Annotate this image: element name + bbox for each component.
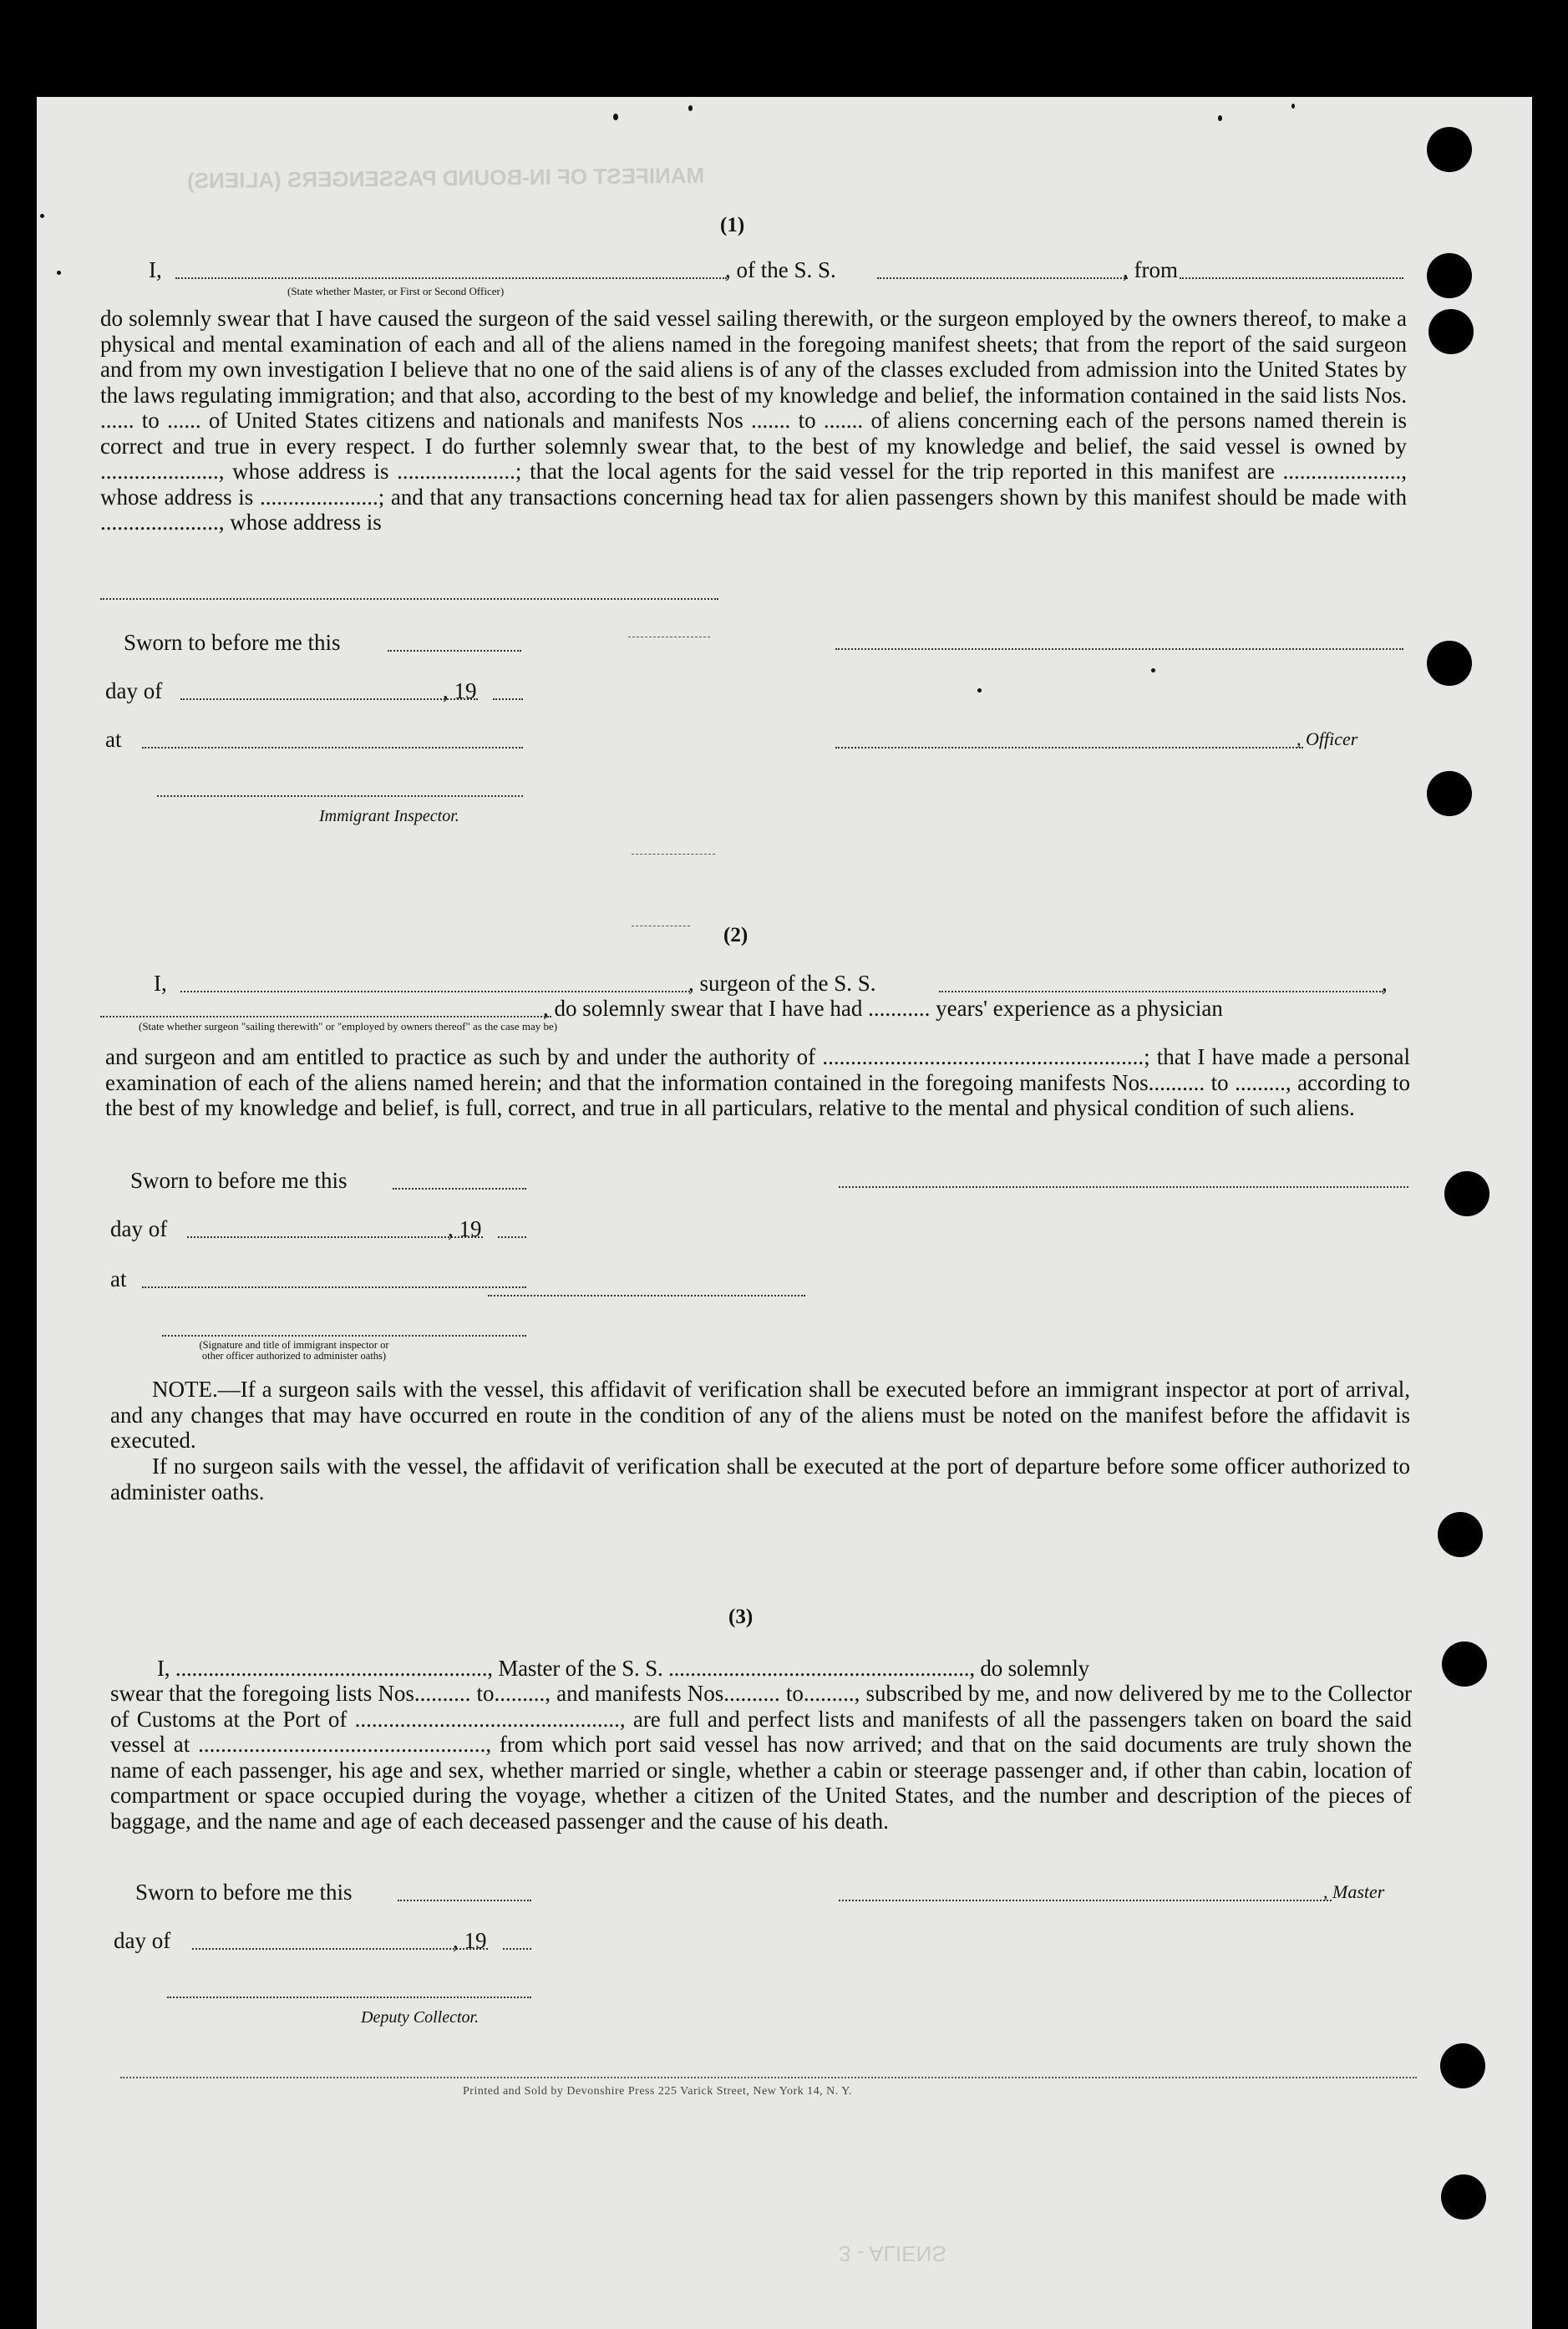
section-3-paragraph: swear that the foregoing lists Nos.......... to........., and manifests Nos.......... to........., subscribed by me, and now delivered by me to the Collector of Customs at the Port of ..............................................., are full and perfect lists and manifests of all the passengers taken on board the said vessel at ..................................................., from which port said vessel has now arrived; and that on the said documents are truly shown the name of each passenger, his age and sex, whether married or single, whether a cabin or steerage passenger and, if other than cabin, location of compartment or space occupied during the voyage, whether a citizen of the United States, and the number and description of the pieces of baggage, and the name and age of each deceased passenger and the cause of his death.	[110, 1681, 1412, 1834]
blank-month[interactable]	[187, 1236, 483, 1238]
section-2-day-of: day of	[110, 1216, 168, 1241]
section-3-day-of: day of	[114, 1928, 171, 1953]
blank-officer-name[interactable]	[835, 747, 1303, 748]
section-1-at: at	[105, 727, 122, 752]
footer-rule	[120, 2077, 1417, 2078]
blank-at-place[interactable]	[142, 1286, 526, 1288]
bleed-through-bottom: 3 - ALIENS	[839, 2241, 946, 2266]
printer-footer: Printed and Sold by Devonshire Press 225 Varick Street, New York 14, N. Y.	[463, 2085, 853, 2098]
blank-sworn-day[interactable]	[398, 1900, 531, 1901]
comma: ,	[1382, 971, 1388, 996]
blank-officer[interactable]	[175, 277, 727, 279]
signature-note	[194, 1340, 394, 1362]
blank-collector-signature[interactable]	[167, 1997, 531, 1998]
speck	[1151, 668, 1155, 672]
blank-year[interactable]	[503, 1948, 531, 1950]
section-1-officer: , Officer	[1297, 728, 1358, 749]
blank-surgeon-type[interactable]	[100, 1016, 551, 1017]
blank-month[interactable]	[180, 698, 478, 700]
speck	[688, 105, 693, 111]
section-3-master: , Master	[1323, 1881, 1385, 1902]
punch-hole	[1444, 1171, 1489, 1216]
blank-master-signature[interactable]	[839, 1900, 1332, 1901]
speck	[40, 214, 44, 218]
section-2-line-i: I,	[154, 971, 167, 996]
section-1-line-i: I,	[149, 257, 162, 282]
bleed-through-title: MANIFEST OF IN-BOUND PASSENGERS (ALIENS)	[186, 162, 705, 194]
signature-note-text: (Signature and title of immigrant inspector or other officer authorized to administer oaths)	[199, 1339, 389, 1362]
blank-officer-signature[interactable]	[835, 648, 1403, 650]
section-1-line-of: , of the S. S.	[725, 257, 836, 282]
section-1-inspector: Immigrant Inspector.	[319, 807, 459, 825]
blank-month[interactable]	[192, 1948, 488, 1950]
speck	[613, 114, 618, 120]
speck	[977, 688, 982, 693]
stamp-dots	[488, 1295, 805, 1296]
blank-surgeon-signature[interactable]	[839, 1186, 1408, 1188]
section-3-sworn: Sworn to before me this	[135, 1880, 353, 1905]
speck	[1218, 115, 1222, 121]
blank-port-from[interactable]	[1180, 277, 1403, 279]
blank-agent-address[interactable]	[100, 598, 718, 600]
punch-hole	[1442, 1641, 1487, 1687]
section-3-heading: (3)	[728, 1606, 754, 1628]
surgeon-note: (State whether surgeon "sailing therewith" or "employed by owners thereof" as the case may be)	[139, 1020, 558, 1033]
blank-inspector-signature[interactable]	[162, 1335, 526, 1337]
section-1-year: , 19	[443, 678, 477, 703]
punch-hole	[1438, 1512, 1483, 1557]
blank-sworn-day[interactable]	[388, 650, 521, 652]
section-2-paragraph: and surgeon and am entitled to practice as such by and under the authority of .........................................................; that I have made a personal examination of each of the aliens named herein; and that the information contained in the foregoing manifests Nos.......... to ........., according to the best of my knowledge and belief, is full, correct, and true in all particulars, relative to the mental and physical condition of such aliens.	[105, 1044, 1410, 1120]
punch-hole	[1427, 127, 1472, 172]
section-2-year: , 19	[448, 1216, 482, 1241]
section-2-at: at	[110, 1266, 127, 1291]
blank-at-place[interactable]	[142, 747, 523, 748]
section-1-heading: (1)	[720, 214, 745, 236]
blank-vessel[interactable]	[877, 277, 1128, 279]
divider	[632, 854, 715, 855]
manifest-page	[37, 97, 1532, 2329]
section-2-line-2: , do solemnly swear that I have had ........... years' experience as a physician	[543, 996, 1223, 1021]
speck	[1291, 104, 1295, 109]
blank-sworn-day[interactable]	[393, 1188, 526, 1190]
punch-hole	[1441, 2174, 1486, 2220]
section-2-note-1: NOTE.—If a surgeon sails with the vessel, this affidavit of verification shall be executed before an immigrant inspector at port of arrival, and any changes that may have occurred en route in the condition of any of the aliens must be noted on the manifest before the affidavit is executed.	[110, 1377, 1410, 1453]
blank-surgeon-vessel[interactable]	[939, 991, 1383, 992]
punch-hole	[1427, 253, 1472, 298]
section-2-line-surgeon: , surgeon of the S. S.	[688, 971, 876, 996]
section-1-paragraph: do solemnly swear that I have caused the surgeon of the said vessel sailing therewith, or the surgeon employed by the owners thereof, to make a physical and mental examination of each and all of the aliens named in the foregoing manifest sheets; that from the report of the said surgeon and from my own investigation I believe that no one of the said aliens is of any of the classes excluded from admission into the United States by the laws regulating immigration; and that also, according to the best of my knowledge and belief, the information contained in the said lists Nos. ...... to ...... of United States citizens and nationals and manifests Nos ....... to ....... of aliens concerning each of the persons named therein is correct and true in every respect. I do further solemnly swear that, to the best of my knowledge and belief, the said vessel is owned by ....................., whose address is .....................; that the local agents for the said vessel for the trip reported in this manifest are ....................., whose address is .....................; and that any transactions concerning head tax for alien passengers shown by this manifest should be made with ....................., whose address is	[100, 306, 1407, 535]
section-3-year: , 19	[453, 1928, 487, 1953]
speck	[57, 271, 61, 275]
blank-inspector-signature[interactable]	[157, 795, 523, 797]
section-2-note-2: If no surgeon sails with the vessel, the affidavit of verification shall be executed at the port of departure before some officer authorized to administer oaths.	[110, 1454, 1410, 1504]
punch-hole	[1440, 2043, 1485, 2088]
section-1-day-of: day of	[105, 678, 163, 703]
blank-year[interactable]	[498, 1236, 526, 1238]
section-3-deputy: Deputy Collector.	[361, 2008, 480, 2027]
section-1-line-from: , from	[1123, 257, 1178, 282]
punch-hole	[1427, 641, 1472, 686]
section-2-heading: (2)	[723, 924, 748, 946]
officer-note: (State whether Master, or First or Second Officer)	[287, 285, 505, 297]
punch-hole	[1428, 309, 1474, 354]
section-2-sworn: Sworn to before me this	[130, 1168, 348, 1193]
blank-surgeon-name[interactable]	[180, 991, 690, 992]
punch-hole	[1427, 771, 1472, 816]
section-3-line-1: I, ........................................................., Master of the S. S. ......................................................., do solemnly	[157, 1656, 1089, 1681]
blank-year[interactable]	[493, 698, 523, 700]
section-1-sworn: Sworn to before me this	[124, 630, 341, 655]
